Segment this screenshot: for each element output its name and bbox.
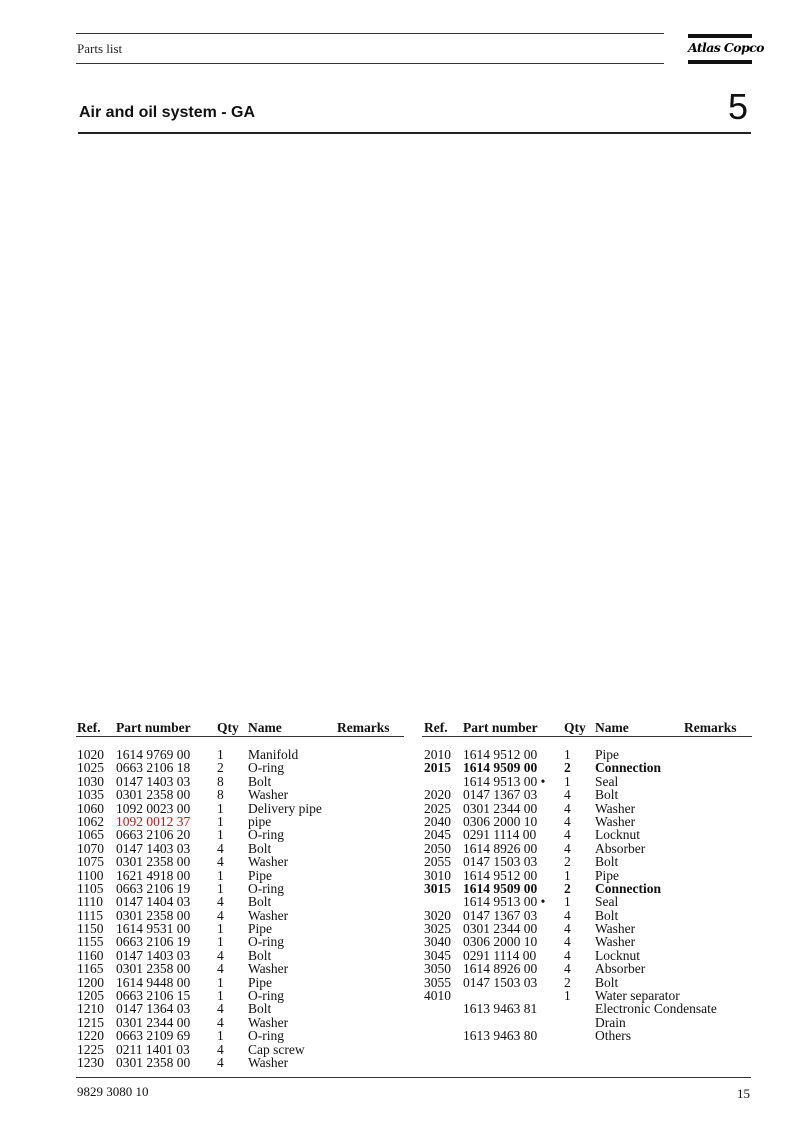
cell-part: 0147 1404 03 — [116, 894, 191, 910]
cell-ref: 3010 — [424, 867, 451, 883]
cell-name: Water separator — [595, 988, 680, 1004]
cell-ref: 3050 — [424, 961, 451, 977]
cell-part: 0301 2358 00 — [116, 854, 191, 870]
logo-bar-bottom — [688, 60, 752, 64]
table-row — [77, 922, 407, 935]
cell-qty: 1 — [217, 974, 224, 990]
cell-ref: 2015 — [424, 760, 451, 776]
cell-qty: 4 — [564, 947, 571, 963]
cell-part: 0147 1503 03 — [463, 974, 538, 990]
table-row — [77, 909, 407, 922]
cell-part: 1613 9463 81 — [463, 1001, 538, 1017]
table-row — [424, 869, 752, 882]
table-row — [424, 802, 752, 815]
cell-qty: 1 — [217, 867, 224, 883]
cell-part: 0301 2344 00 — [116, 1014, 191, 1030]
logo-text: Atlas Copco — [688, 40, 764, 55]
table-row — [424, 828, 752, 841]
table-row — [77, 1043, 407, 1056]
title-rule — [78, 132, 751, 134]
cell-qty: 4 — [564, 800, 571, 816]
cell-name: Pipe — [248, 974, 273, 990]
right-header-part-number: Part number — [463, 720, 538, 735]
table-row — [77, 842, 407, 855]
table-row — [77, 775, 407, 788]
header-label: Parts list — [77, 41, 123, 56]
cell-part: 0291 1114 00 — [463, 947, 537, 963]
cell-ref: 1160 — [77, 947, 104, 963]
cell-name: Seal — [595, 894, 619, 910]
cell-qty: 4 — [564, 934, 571, 950]
right-header-rule — [422, 736, 752, 737]
cell-ref: 3055 — [424, 974, 451, 990]
cell-ref: 1215 — [77, 1014, 104, 1030]
cell-ref: 1020 — [77, 747, 104, 762]
table-row — [424, 976, 752, 989]
cell-name: Washer — [595, 921, 636, 937]
header-rule-bottom — [76, 63, 664, 64]
cell-part: 1614 9531 00 — [116, 921, 191, 937]
cell-part: 0301 2358 00 — [116, 1054, 191, 1070]
cell-part: 0663 2106 20 — [116, 827, 191, 843]
left-header-ref: Ref. — [77, 720, 101, 735]
cell-qty: 1 — [564, 988, 571, 1004]
cell-ref: 2045 — [424, 827, 451, 843]
cell-name: Washer — [248, 854, 289, 870]
left-parts-table — [77, 748, 407, 1069]
cell-ref: 1115 — [77, 907, 103, 923]
atlas-copco-logo — [688, 34, 764, 64]
table-row — [77, 748, 407, 761]
cell-name: Bolt — [248, 773, 272, 789]
cell-name: Washer — [595, 800, 636, 816]
table-row — [77, 815, 407, 828]
cell-qty: 1 — [217, 747, 224, 762]
cell-name: Electronic Condensate — [595, 1001, 717, 1017]
cell-name: Locknut — [595, 947, 640, 963]
cell-ref: 2040 — [424, 813, 451, 829]
cell-name: O-ring — [248, 880, 284, 896]
table-row — [424, 788, 752, 801]
cell-part: 0663 2106 19 — [116, 934, 191, 950]
cell-qty: 1 — [217, 1028, 224, 1044]
cell-ref: 3025 — [424, 921, 451, 937]
cell-qty: 4 — [217, 961, 224, 977]
cell-name: O-ring — [248, 934, 284, 950]
cell-qty: 1 — [217, 880, 224, 896]
cell-ref: 2055 — [424, 854, 451, 870]
cell-qty: 1 — [217, 827, 224, 843]
cell-qty: 4 — [564, 827, 571, 843]
cell-part: 0306 2000 10 — [463, 934, 538, 950]
cell-part: 1614 8926 00 — [463, 840, 538, 856]
cell-name: Washer — [248, 787, 289, 803]
cell-name: Washer — [595, 813, 636, 829]
cell-name: pipe — [248, 813, 272, 829]
cell-name: Pipe — [248, 921, 273, 937]
cell-qty: 4 — [564, 907, 571, 923]
table-row — [77, 989, 407, 1002]
cell-name: Pipe — [248, 867, 273, 883]
cell-name: O-ring — [248, 827, 284, 843]
cell-part: 1613 9463 80 — [463, 1028, 538, 1044]
cell-part: 1614 9769 00 — [116, 747, 191, 762]
cell-qty: 1 — [564, 773, 571, 789]
table-row — [424, 949, 752, 962]
cell-qty: 4 — [217, 854, 224, 870]
table-row — [424, 815, 752, 828]
table-row — [77, 962, 407, 975]
cell-part: 0147 1503 03 — [463, 854, 538, 870]
cell-name: Others — [595, 1028, 631, 1044]
cell-ref: 1155 — [77, 934, 104, 950]
cell-qty: 4 — [217, 1001, 224, 1017]
right-header-remarks: Remarks — [684, 720, 737, 735]
table-row — [424, 882, 752, 895]
cell-name: Bolt — [248, 894, 272, 910]
document-number: 9829 3080 10 — [77, 1084, 149, 1099]
cell-ref: 3040 — [424, 934, 451, 950]
cell-name: Bolt — [248, 1001, 272, 1017]
cell-qty: 2 — [564, 760, 571, 776]
cell-qty: 4 — [217, 1054, 224, 1070]
table-row — [424, 855, 752, 868]
cell-qty: 4 — [564, 787, 571, 803]
table-row — [77, 1056, 407, 1069]
logo-bar-top — [688, 34, 752, 38]
cell-qty: 4 — [217, 894, 224, 910]
cell-qty: 1 — [564, 867, 571, 883]
cell-name: O-ring — [248, 988, 284, 1004]
cell-qty: 1 — [217, 813, 224, 829]
cell-ref: 1110 — [77, 894, 103, 910]
cell-name: Bolt — [248, 947, 272, 963]
cell-part: 0147 1403 03 — [116, 947, 191, 963]
cell-part: 1092 0023 00 — [116, 800, 191, 816]
right-parts-table — [424, 748, 752, 1043]
table-row — [77, 828, 407, 841]
cell-part: 0301 2358 00 — [116, 907, 191, 923]
header-rule-top — [76, 33, 664, 34]
cell-qty: 8 — [217, 787, 224, 803]
cell-qty: 4 — [217, 1041, 224, 1057]
cell-part: 0147 1364 03 — [116, 1001, 191, 1017]
cell-name: Manifold — [248, 747, 299, 762]
cell-name: Cap screw — [248, 1041, 305, 1057]
cell-name: Bolt — [595, 974, 619, 990]
table-row — [424, 895, 752, 908]
cell-name: Seal — [595, 773, 619, 789]
cell-ref: 1165 — [77, 961, 104, 977]
cell-ref: 1025 — [77, 760, 104, 776]
cell-name: Delivery pipe — [248, 800, 322, 816]
cell-part: 0291 1114 00 — [463, 827, 537, 843]
table-row — [77, 788, 407, 801]
cell-name: O-ring — [248, 760, 284, 776]
cell-part: 1614 8926 00 — [463, 961, 538, 977]
cell-qty: 8 — [217, 773, 224, 789]
cell-qty: 1 — [217, 800, 224, 816]
cell-part: 0147 1403 03 — [116, 840, 191, 856]
cell-ref: 1230 — [77, 1054, 104, 1070]
cell-qty: 2 — [564, 974, 571, 990]
cell-ref: 3020 — [424, 907, 451, 923]
cell-ref: 1060 — [77, 800, 104, 816]
table-row — [77, 976, 407, 989]
table-row — [77, 1002, 407, 1015]
cell-qty: 4 — [217, 947, 224, 963]
table-row — [424, 989, 752, 1002]
cell-name: Absorber — [595, 840, 646, 856]
table-row — [424, 748, 752, 761]
right-header-qty: Qty — [564, 720, 586, 735]
cell-qty: 4 — [217, 907, 224, 923]
cell-part: 0663 2106 19 — [116, 880, 191, 896]
right-header-name: Name — [595, 720, 629, 735]
cell-qty: 1 — [564, 894, 571, 910]
left-header-qty: Qty — [217, 720, 239, 735]
cell-qty: 2 — [217, 760, 224, 776]
cell-name: Washer — [248, 1054, 289, 1070]
cell-qty: 1 — [217, 921, 224, 937]
table-row — [77, 761, 407, 774]
cell-ref: 3045 — [424, 947, 451, 963]
cell-ref: 1062 — [77, 813, 104, 829]
cell-name: Connection — [595, 760, 662, 776]
cell-qty: 2 — [564, 854, 571, 870]
cell-part: 1621 4918 00 — [116, 867, 191, 883]
cell-ref: 1070 — [77, 840, 104, 856]
page-number: 15 — [737, 1086, 750, 1101]
cell-part: 0301 2344 00 — [463, 800, 538, 816]
cell-ref: 1035 — [77, 787, 104, 803]
cell-ref: 1075 — [77, 854, 104, 870]
cell-ref: 1030 — [77, 773, 104, 789]
cell-qty: 4 — [564, 840, 571, 856]
table-row — [424, 1029, 752, 1042]
table-row — [424, 761, 752, 774]
cell-qty: 4 — [217, 840, 224, 856]
cell-qty: 2 — [564, 880, 571, 896]
table-row — [77, 869, 407, 882]
table-row — [77, 1016, 407, 1029]
cell-name: Connection — [595, 880, 662, 896]
table-row — [77, 935, 407, 948]
cell-ref: 1065 — [77, 827, 104, 843]
table-row — [77, 895, 407, 908]
cell-ref: 2050 — [424, 840, 451, 856]
cell-ref: 1225 — [77, 1041, 104, 1057]
cell-part: 0663 2106 15 — [116, 988, 191, 1004]
section-number: 5 — [728, 86, 749, 127]
cell-name: Pipe — [595, 747, 620, 762]
table-row — [424, 775, 752, 788]
table-row — [77, 802, 407, 815]
cell-part: 1614 9448 00 — [116, 974, 191, 990]
cell-name: Pipe — [595, 867, 620, 883]
cell-ref: 1150 — [77, 921, 104, 937]
table-row — [77, 949, 407, 962]
cell-qty: 1 — [564, 747, 571, 762]
cell-part: 1614 9509 00 — [463, 760, 538, 776]
cell-ref: 1105 — [77, 880, 104, 896]
cell-name: Bolt — [248, 840, 272, 856]
cell-name: Drain — [595, 1014, 626, 1030]
cell-name: Washer — [248, 961, 289, 977]
left-header-rule — [76, 736, 404, 737]
cell-qty: 1 — [217, 988, 224, 1004]
cell-part: 1614 9512 00 — [463, 867, 538, 883]
cell-part: 0147 1367 03 — [463, 907, 538, 923]
cell-name: Washer — [595, 934, 636, 950]
cell-ref: 4010 — [424, 988, 451, 1004]
right-header-ref: Ref. — [424, 720, 448, 735]
table-row — [424, 842, 752, 855]
cell-part: 0147 1403 03 — [116, 773, 191, 789]
cell-ref: 1205 — [77, 988, 104, 1004]
cell-part: 0301 2344 00 — [463, 921, 538, 937]
section-title: Air and oil system - GA — [79, 104, 256, 121]
cell-qty: 4 — [217, 1014, 224, 1030]
cell-ref: 2025 — [424, 800, 451, 816]
cell-part: 1614 9513 00 • — [463, 894, 546, 910]
table-row — [424, 909, 752, 922]
cell-name: Absorber — [595, 961, 646, 977]
cell-part: 0663 2106 18 — [116, 760, 191, 776]
cell-part: 1614 9512 00 — [463, 747, 538, 762]
table-row — [424, 1016, 752, 1029]
cell-ref: 2010 — [424, 747, 451, 762]
cell-ref: 1220 — [77, 1028, 104, 1044]
table-row — [424, 1002, 752, 1015]
left-header-remarks: Remarks — [337, 720, 390, 735]
cell-name: O-ring — [248, 1028, 284, 1044]
table-row — [77, 1029, 407, 1042]
table-row — [424, 962, 752, 975]
cell-part: 0301 2358 00 — [116, 787, 191, 803]
cell-ref: 3015 — [424, 880, 451, 896]
cell-part: 1614 9509 00 — [463, 880, 538, 896]
cell-name: Bolt — [595, 787, 619, 803]
cell-name: Locknut — [595, 827, 640, 843]
cell-part: 0663 2109 69 — [116, 1028, 191, 1044]
cell-name: Washer — [248, 1014, 289, 1030]
cell-qty: 1 — [217, 934, 224, 950]
cell-part: 0306 2000 10 — [463, 813, 538, 829]
cell-ref: 1210 — [77, 1001, 104, 1017]
cell-ref: 2020 — [424, 787, 451, 803]
footer-rule — [76, 1077, 751, 1078]
cell-name: Bolt — [595, 854, 619, 870]
cell-qty: 4 — [564, 961, 571, 977]
left-header-name: Name — [248, 720, 282, 735]
cell-name: Bolt — [595, 907, 619, 923]
cell-part: 0211 1401 03 — [116, 1041, 190, 1057]
cell-ref: 1200 — [77, 974, 104, 990]
cell-part: 0301 2358 00 — [116, 961, 191, 977]
cell-name: Washer — [248, 907, 289, 923]
cell-qty: 4 — [564, 921, 571, 937]
cell-part: 0147 1367 03 — [463, 787, 538, 803]
table-row — [77, 855, 407, 868]
left-header-part-number: Part number — [116, 720, 191, 735]
cell-part: 1614 9513 00 • — [463, 773, 546, 789]
table-row — [424, 935, 752, 948]
cell-part: 1092 0012 37 — [116, 813, 191, 829]
table-row — [424, 922, 752, 935]
table-row — [77, 882, 407, 895]
cell-qty: 4 — [564, 813, 571, 829]
cell-ref: 1100 — [77, 867, 104, 883]
